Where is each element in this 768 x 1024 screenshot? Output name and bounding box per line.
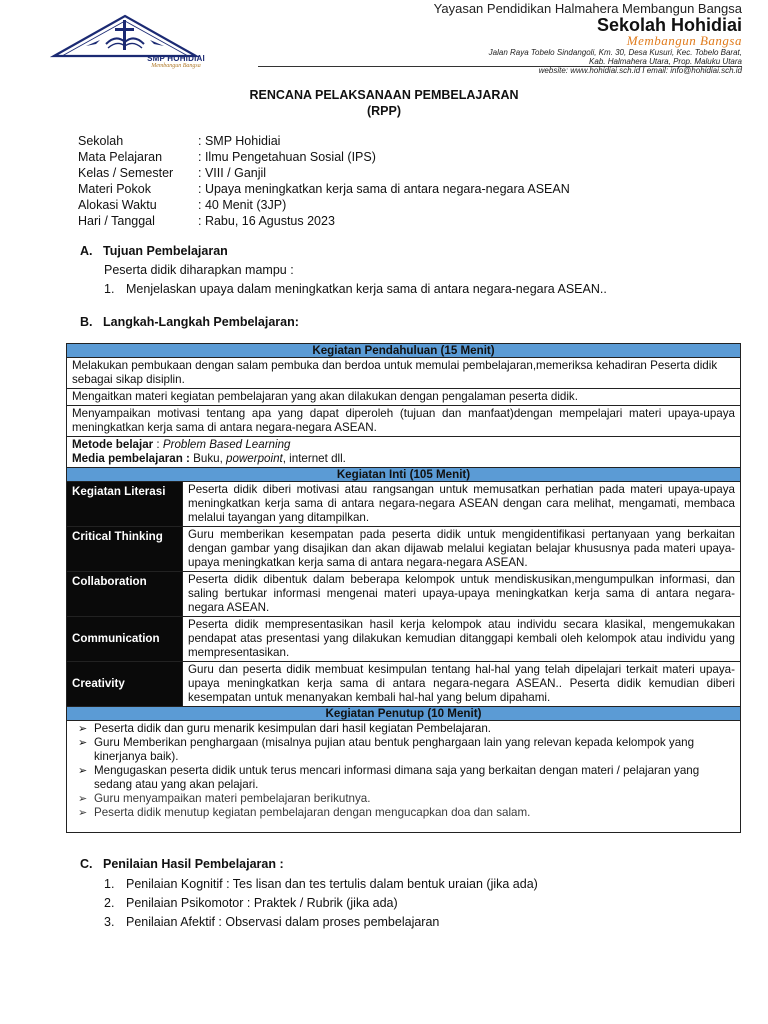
arrow-bullet-icon: ➢ <box>78 737 88 749</box>
opening-activity: Menyampaikan motivasi tentang apa yang dapat diperoleh (tujuan dan manfaat)dengan mempelajari materi upaya-upaya meningkatkan kerja sama di antara negara-negara ASEAN. <box>67 406 741 437</box>
arrow-bullet-icon: ➢ <box>78 807 88 819</box>
assessment-item <box>104 877 538 891</box>
media-line <box>72 452 735 466</box>
lesson-identity <box>78 133 570 229</box>
identity-value: : Upaya meningkatkan kerja sama di antara negara-negara ASEAN <box>198 182 570 196</box>
identity-value: : SMP Hohidiai <box>198 134 281 148</box>
skill-label: Creativity <box>67 662 183 707</box>
section-a-heading <box>80 244 228 258</box>
item-number: 1. <box>104 282 115 296</box>
identity-label: Sekolah <box>78 134 124 148</box>
table-row <box>67 662 741 707</box>
skill-activity: Peserta didik mempresentasikan hasil kerja kelompok atau individu secara klasikal, mengemukakan pendapat atas presentasi yang dilakukan kemudian ditanggapi kembali oleh kelompok atau individu yang mempresentasikan. <box>183 617 741 662</box>
method-line <box>72 438 735 452</box>
identity-label: Materi Pokok <box>78 182 151 196</box>
table-row <box>67 482 741 527</box>
table-row <box>67 707 741 721</box>
core-header: Kegiatan Inti (105 Menit) <box>67 468 741 482</box>
identity-label: Mata Pelajaran <box>78 150 163 164</box>
skill-label: Collaboration <box>67 572 183 617</box>
list-item <box>72 806 735 820</box>
identity-value: : 40 Menit (3JP) <box>198 198 287 212</box>
title-line-1: RENCANA PELAKSANAAN PEMBELAJARAN <box>249 88 519 102</box>
media-label: Media pembelajaran : <box>72 452 190 465</box>
logo-tagline: Membangun Bangsa <box>151 63 201 69</box>
section-title: Penilaian Hasil Pembelajaran : <box>103 857 284 871</box>
section-letter: C. <box>80 857 93 871</box>
item-text: Penilaian Kognitif : Tes lisan dan tes tertulis dalam bentuk uraian (jika ada) <box>126 877 538 891</box>
identity-row-topic <box>78 181 570 197</box>
item-number: 1. <box>104 877 115 891</box>
skill-label: Critical Thinking <box>67 527 183 572</box>
title-line-2: (RPP) <box>366 104 402 118</box>
list-item-text: Peserta didik dan guru menarik kesimpulan dari hasil kegiatan Pembelajaran. <box>94 722 491 735</box>
closing-activities <box>67 721 741 833</box>
list-item-text: Mengugaskan peserta didik untuk terus mencari informasi dimana saja yang berkaitan dengan materi / pelajaran yang sedang atau yang akan pelajari. <box>94 764 700 791</box>
opening-header: Kegiatan Pendahuluan (15 Menit) <box>67 344 741 358</box>
item-number: 2. <box>104 896 115 910</box>
section-b-heading <box>80 315 299 329</box>
closing-header: Kegiatan Penutup (10 Menit) <box>67 707 741 721</box>
table-row <box>67 527 741 572</box>
item-text: Penilaian Afektif : Observasi dalam proses pembelajaran <box>126 915 440 929</box>
document-title <box>0 87 768 119</box>
item-text: Menjelaskan upaya dalam meningkatkan kerja sama di antara negara-negara ASEAN.. <box>126 282 607 296</box>
media-value-italic: powerpoint <box>226 452 283 465</box>
table-row <box>67 406 741 437</box>
list-item-text: Guru menyampaikan materi pembelajaran berikutnya. <box>94 792 371 805</box>
identity-value: : Ilmu Pengetahuan Sosial (IPS) <box>198 150 376 164</box>
list-item <box>72 736 735 764</box>
skill-label: Communication <box>67 617 183 662</box>
organization-info <box>282 0 742 75</box>
table-row <box>67 358 741 389</box>
logo-school-name: SMP HOHIDIAI <box>147 54 205 63</box>
identity-label: Alokasi Waktu <box>78 198 157 212</box>
letterhead-divider <box>258 66 742 67</box>
section-c-heading <box>80 857 284 871</box>
skill-activity: Peserta didik dibentuk dalam beberapa kelompok untuk mendiskusikan,mengumpulkan informasi, dan saling bertukar informasi mengenai materi upaya-upaya meningkatkan kerja sama di antara negara-negara ASEAN. <box>183 572 741 617</box>
table-row <box>67 389 741 406</box>
method-media-cell <box>67 437 741 468</box>
list-item-text: Peserta didik menutup kegiatan pembelajaran dengan mengucapkan doa dan salam. <box>94 806 531 819</box>
foundation-name: Yayasan Pendidikan Halmahera Membangun Bangsa <box>433 1 742 16</box>
identity-row-class <box>78 165 570 181</box>
arrow-bullet-icon: ➢ <box>78 723 88 735</box>
skill-activity: Peserta didik diberi motivasi atau rangsangan untuk memusatkan perhatian pada materi upaya-upaya meningkatkan kerja sama di antara negara-negara ASEAN dengan cara melihat, mengamati, membaca melalui tayangan yang ditampilkan. <box>183 482 741 527</box>
section-title: Langkah-Langkah Pembelajaran: <box>103 315 299 329</box>
table-row <box>67 572 741 617</box>
table-row <box>67 617 741 662</box>
identity-row-duration <box>78 197 570 213</box>
table-row <box>67 437 741 468</box>
school-logo <box>50 10 205 69</box>
contact-line: website: www.hohidiai.sch.id I email: info@hohidiai.sch.id <box>538 66 742 75</box>
list-item <box>72 722 735 736</box>
skill-label: Kegiatan Literasi <box>67 482 183 527</box>
identity-label: Hari / Tanggal <box>78 214 155 228</box>
opening-activity: Mengaitkan materi kegiatan pembelajaran yang akan dilakukan dengan pengalaman peserta didik. <box>67 389 741 406</box>
identity-row-date <box>78 213 570 229</box>
school-motto: Membangun Bangsa <box>626 33 742 48</box>
method-value: Problem Based Learning <box>162 438 291 451</box>
table-row <box>67 468 741 482</box>
section-letter: B. <box>80 315 93 329</box>
media-value-rest: , internet dll. <box>282 452 346 465</box>
identity-row-subject <box>78 149 570 165</box>
skill-activity: Guru dan peserta didik membuat kesimpulan tentang hal-hal yang telah dipelajari terkait materi upaya-upaya meningkatkan kerja sama di antara negara-negara ASEAN.. Peserta didik kemudian diberi kesempatan untuk menanyakan kembali hal-hal yang belum dipahami. <box>183 662 741 707</box>
item-number: 3. <box>104 915 115 929</box>
assessment-item <box>104 896 398 910</box>
table-row <box>67 721 741 833</box>
list-item-text: Guru Memberikan penghargaan (misalnya pujian atau bentuk penghargaan lain yang relevan kepada kelompok yang kinerjanya baik). <box>94 736 695 763</box>
list-item <box>72 792 735 806</box>
skill-activity: Guru memberikan kesempatan pada peserta didik untuk mengidentifikasi pertanyaan yang berkaitan dengan gambar yang disajikan dan akan dijawab melalui kegiatan belajar khususnya pada materi upaya-upaya meningkatkan kerja sama di antara negara-negara ASEAN. <box>183 527 741 572</box>
media-value: Buku, <box>189 452 227 465</box>
arrow-bullet-icon: ➢ <box>78 793 88 805</box>
assessment-item <box>104 915 439 929</box>
objective-intro: Peserta didik diharapkan mampu : <box>104 263 294 277</box>
address-line-1: Jalan Raya Tobelo Sindangoli, Km. 30, Desa Kusuri, Kec. Tobelo Barat, <box>488 48 742 57</box>
arrow-bullet-icon: ➢ <box>78 765 88 777</box>
letterhead <box>0 0 768 75</box>
method-label: Metode belajar <box>72 438 154 451</box>
identity-value: : VIII / Ganjil <box>198 166 267 180</box>
opening-activity: Melakukan pembukaan dengan salam pembuka dan berdoa untuk memulai pembelajaran,memeriksa kehadiran Peserta didik sebagai sikap disiplin. <box>67 358 741 389</box>
section-letter: A. <box>80 244 93 258</box>
table-row <box>67 344 741 358</box>
address-line-2: Kab. Halmahera Utara, Prop. Maluku Utara <box>589 57 742 66</box>
method-separator: : <box>153 438 163 451</box>
section-title: Tujuan Pembelajaran <box>103 244 228 258</box>
learning-steps-table <box>66 343 741 833</box>
list-item <box>72 764 735 792</box>
identity-value: : Rabu, 16 Agustus 2023 <box>198 214 335 228</box>
identity-label: Kelas / Semester <box>78 166 174 180</box>
closing-list <box>72 722 735 820</box>
objective-item <box>104 282 607 296</box>
school-name: Sekolah Hohidiai <box>596 15 742 35</box>
identity-row-school <box>78 133 570 149</box>
item-text: Penilaian Psikomotor : Praktek / Rubrik (jika ada) <box>126 896 398 910</box>
